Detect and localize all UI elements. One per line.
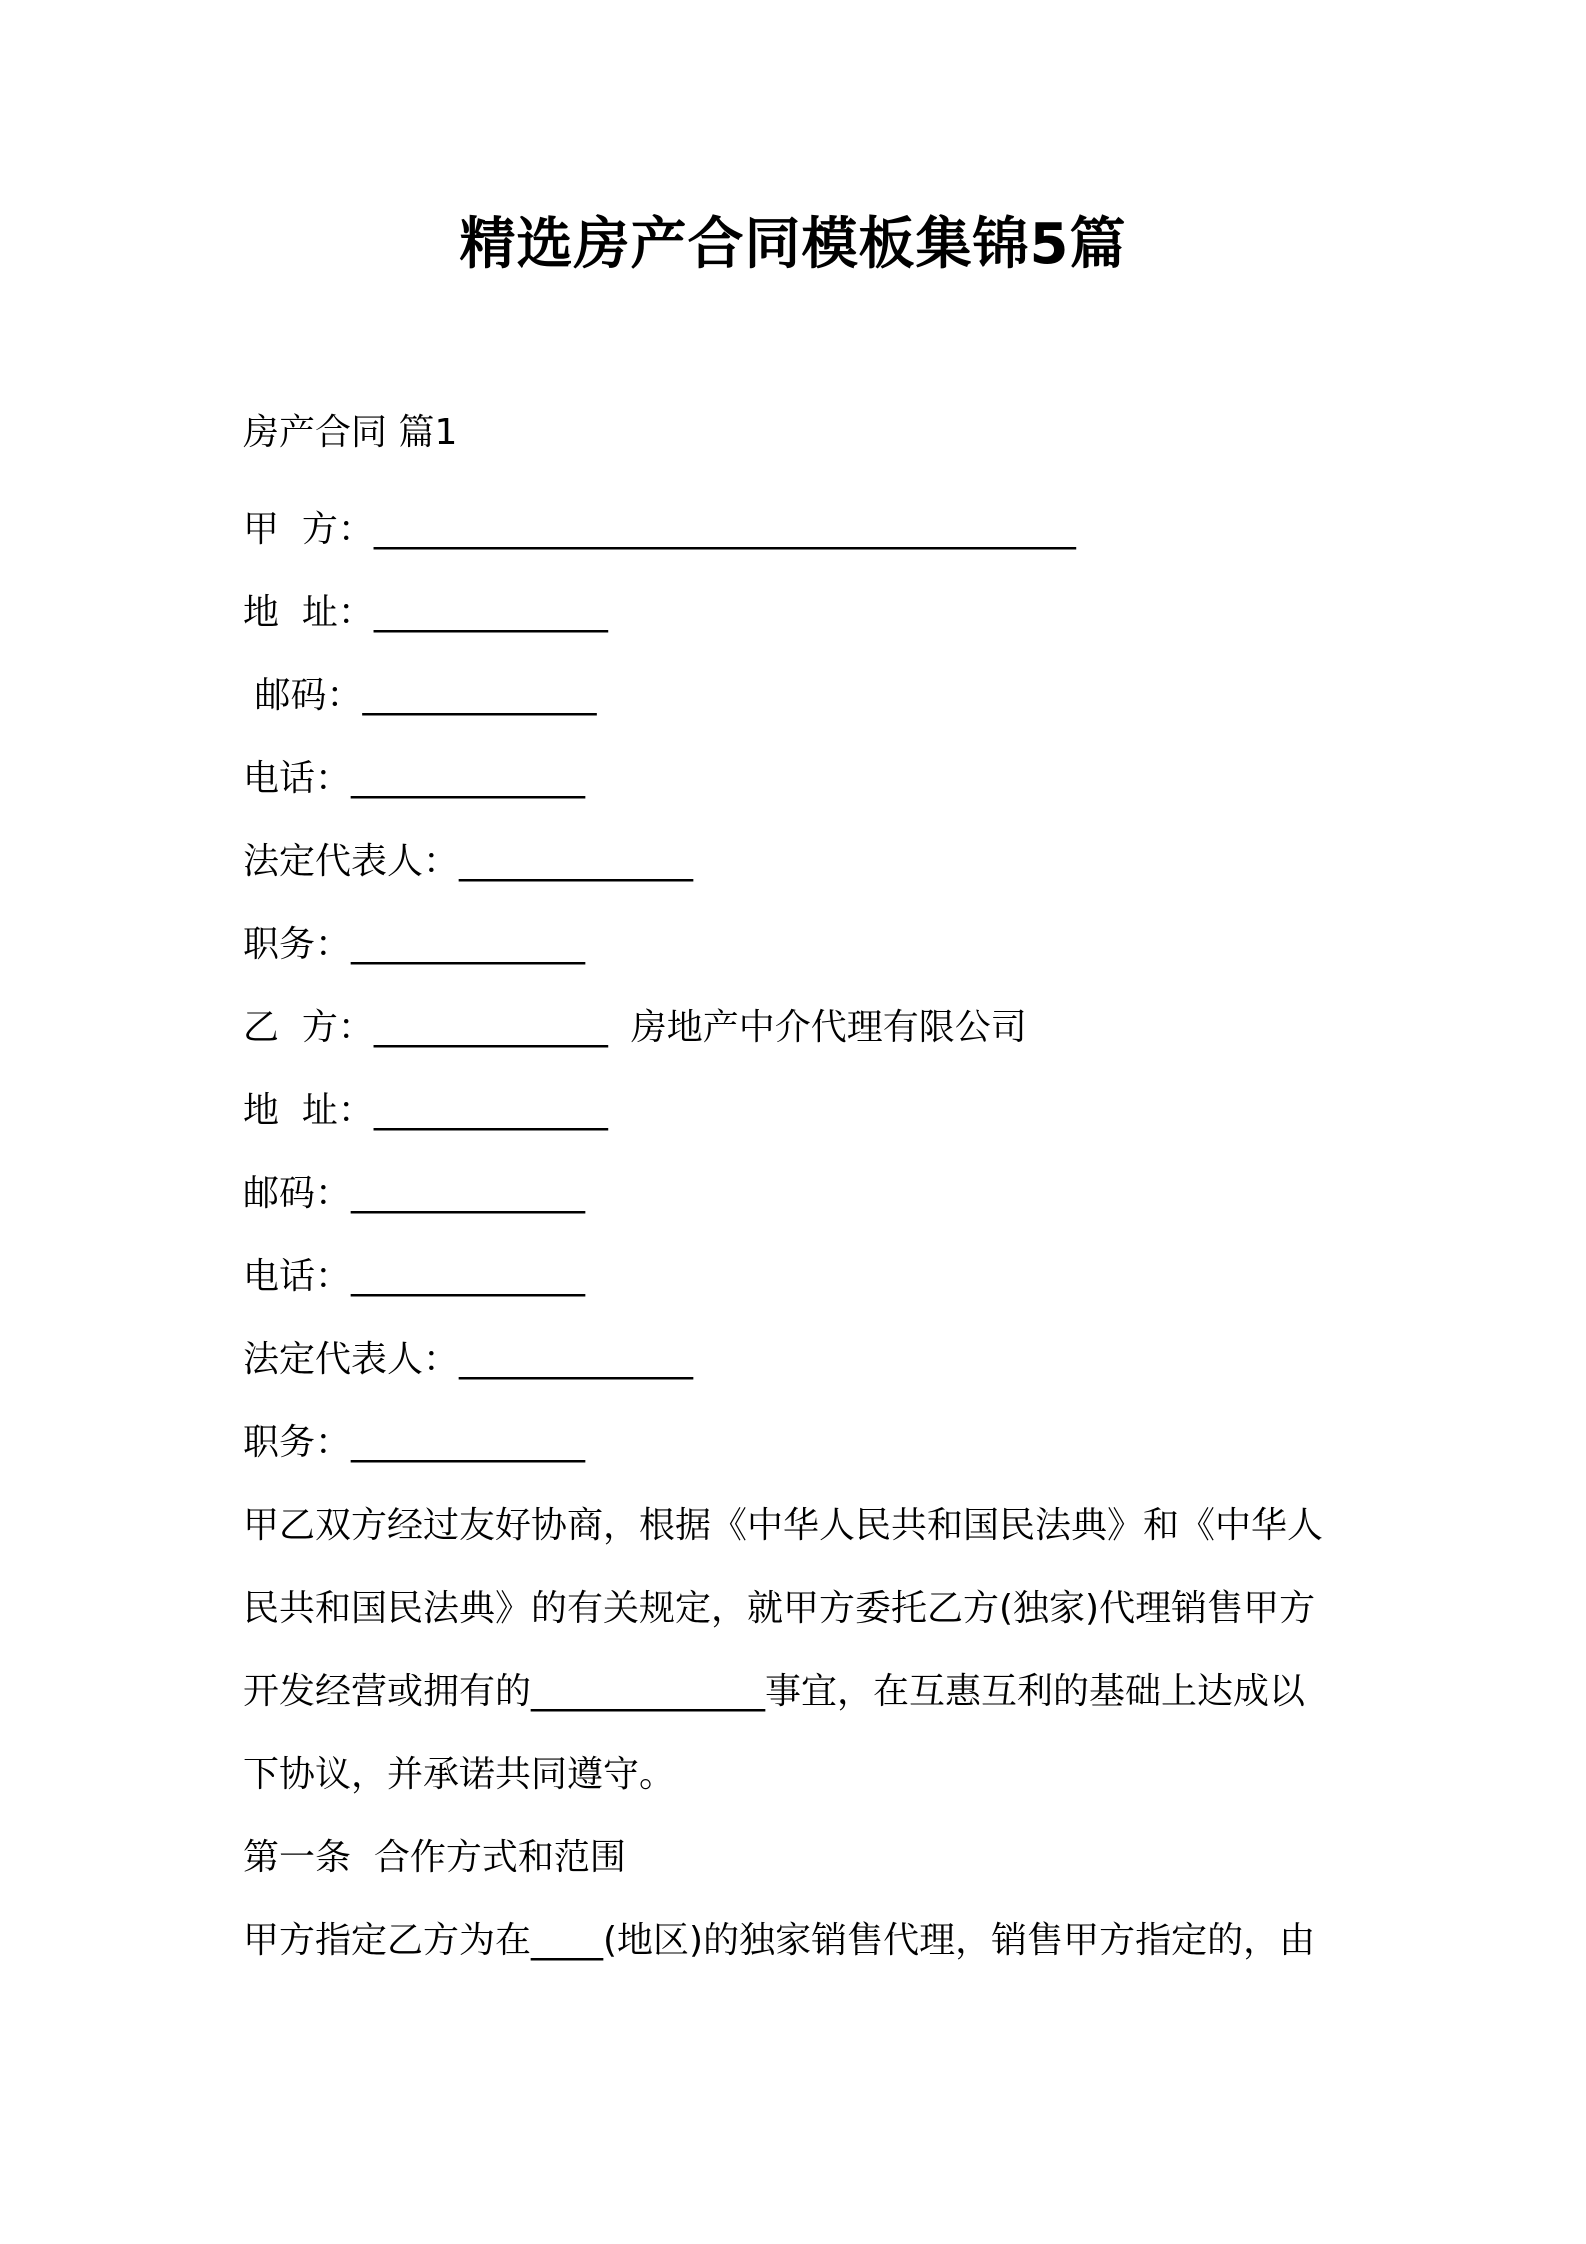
party-b-address-line: 地 址：_____________: [243, 1090, 608, 1131]
party-b-legal-rep-line: 法定代表人：_____________: [243, 1339, 694, 1380]
party-b-phone-line: 电话：_____________: [243, 1256, 586, 1297]
party-b-postcode-line: 邮码：_____________: [243, 1173, 586, 1214]
preamble-line: 开发经营或拥有的_____________事宜，在互惠互利的基础上达成以: [243, 1671, 1306, 1712]
party-b-name-line: 乙 方：_____________ 房地产中介代理有限公司: [243, 1007, 1027, 1048]
preamble-line: 甲乙双方经过友好协商，根据《中华人民共和国民法典》和《中华人: [243, 1505, 1324, 1546]
party-a-address-line: 地 址：_____________: [243, 592, 608, 633]
preamble-line: 民共和国民法典》的有关规定，就甲方委托乙方(独家)代理销售甲方: [243, 1588, 1316, 1629]
section-heading: 房产合同 篇1: [243, 412, 458, 453]
party-a-phone-line: 电话：_____________: [243, 758, 586, 799]
party-a-name-line: 甲 方：_______________________________________: [243, 509, 1076, 550]
preamble-line: 下协议，并承诺共同遵守。: [243, 1754, 676, 1795]
party-a-postcode-line: 邮码：_____________: [243, 675, 597, 716]
party-b-position-line: 职务：_____________: [243, 1422, 586, 1463]
document-title: 精选房产合同模板集锦5篇: [459, 212, 1127, 277]
article-1-heading: 第一条 合作方式和范围: [243, 1837, 626, 1878]
party-a-legal-rep-line: 法定代表人：_____________: [243, 841, 694, 882]
party-a-position-line: 职务：_____________: [243, 924, 586, 965]
article-1-text: 甲方指定乙方为在____(地区)的独家销售代理，销售甲方指定的，由: [243, 1920, 1316, 1961]
